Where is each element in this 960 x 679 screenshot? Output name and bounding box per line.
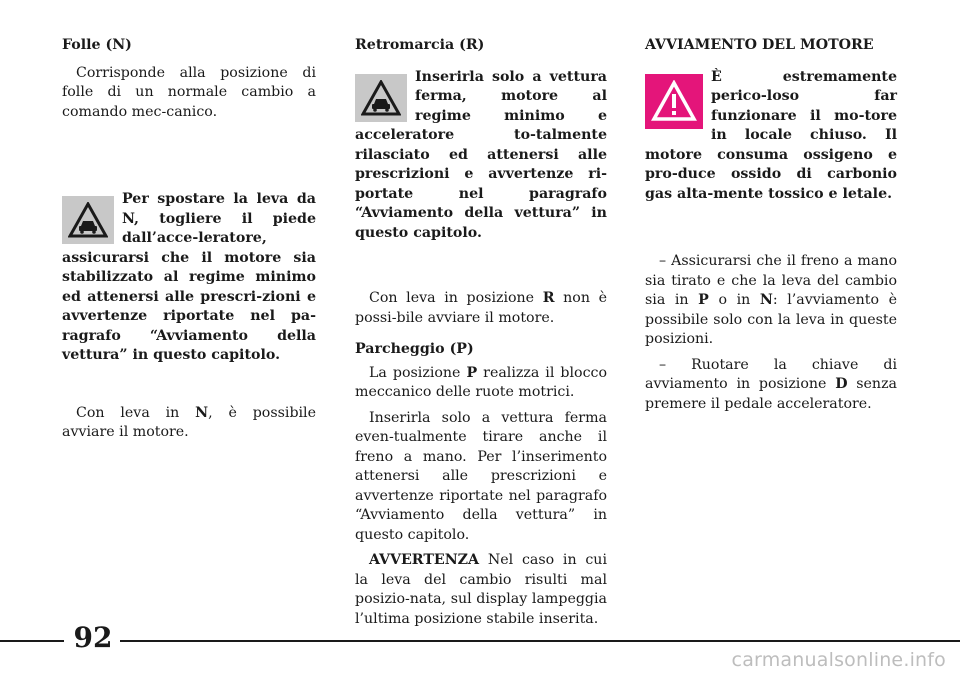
- warning-block-neutral: [62, 190, 316, 366]
- text-fragment: , è possibile avviare il motore.: [62, 404, 316, 440]
- section-heading-neutral: Folle (N): [62, 37, 132, 53]
- gear-letter: R: [542, 290, 555, 306]
- column-middle: [355, 36, 607, 635]
- car-warning-icon: [355, 74, 407, 122]
- text-fragment: Con leva in: [76, 404, 196, 421]
- engine-start-step-2: [645, 356, 897, 415]
- gear-letter: D: [835, 376, 848, 392]
- section-heading-park: Parcheggio (P): [355, 341, 474, 357]
- section-heading-engine-start: AVVIAMENTO DEL MOTORE: [645, 37, 874, 53]
- gear-letter: P: [698, 292, 709, 308]
- column-left: [62, 36, 316, 449]
- section-heading-reverse: Retromarcia (R): [355, 37, 485, 53]
- notice-label: AVVERTENZA: [369, 552, 480, 568]
- neutral-description: Corrisponde alla posizione di folle di un normale cambio a comando mec-canico.: [62, 64, 316, 120]
- text-fragment: o in: [708, 292, 760, 308]
- text-fragment: Con leva in posizione: [369, 290, 543, 306]
- text-fragment: – Assicurarsi che il freno a mano sia tirato e che la leva del cambio sia in: [645, 253, 897, 308]
- gear-letter: P: [466, 364, 478, 381]
- park-description: [355, 364, 607, 403]
- park-instructions: Inserirla solo a vettura ferma even-tualmente tirare anche il freno a mano. Per l’inserimento attenersi alle prescrizioni e avvertenze riportate nel paragrafo “Avviamento della vettura” in questo capitolo.: [355, 409, 607, 543]
- text-fragment: Nel caso in cui la leva del cambio risulti mal posizio-nata, sul display lampeggia l’ultima posizione stabile inserita.: [355, 552, 607, 627]
- engine-start-step-1: [645, 252, 897, 350]
- neutral-start-note: [62, 404, 316, 443]
- warning-text-engine: È estremamente perico-loso far funzionare il mo-tore in locale chiuso. Il motore consuma ossigeno e pro-duce ossido di carbonio gas alta-mente tossico e letale.: [645, 68, 897, 202]
- warning-text-reverse: Inserirla solo a vettura ferma, motore al regime minimo e acceleratore to-talmente rilasciato ed attenersi alle prescrizioni e avvertenze ri-portate nel paragrafo “Avviamento della vettura” in questo capitolo.: [355, 68, 607, 241]
- column-right: [645, 36, 897, 420]
- gear-letter: N: [195, 404, 209, 421]
- text-fragment: – Ruotare la chiave di avviamento in posizione: [645, 356, 897, 392]
- warning-text-neutral: Per spostare la leva da N, togliere il piede dall’acce-leratore, assicurarsi che il motore sia stabilizzato al regime minimo ed attenersi alle prescri-zioni e avvertenze riportate nel pa-ragrafo “Avviamento della vettura” in questo capitolo.: [62, 191, 316, 363]
- text-fragment: : l’avviamento è possibile solo con la leva in queste posizioni.: [645, 292, 897, 347]
- warning-block-reverse: [355, 68, 607, 244]
- warning-block-engine: [645, 68, 897, 205]
- gear-letter: N: [759, 292, 773, 308]
- danger-triangle-icon: [645, 74, 703, 129]
- park-notice: [355, 551, 607, 629]
- car-warning-icon: [62, 196, 114, 244]
- text-fragment: realizza il blocco meccanico delle ruote motrici.: [355, 364, 607, 400]
- text-fragment: senza premere il pedale acceleratore.: [645, 376, 897, 412]
- footer-rule-right: [120, 640, 960, 642]
- reverse-start-note: [355, 289, 607, 328]
- text-fragment: non è possi-bile avviare il motore.: [355, 290, 608, 326]
- watermark: carmanualsonline.info: [731, 649, 946, 671]
- text-fragment: La posizione: [369, 364, 467, 381]
- footer-rule-left: [0, 640, 64, 642]
- page-number: 92: [73, 621, 113, 654]
